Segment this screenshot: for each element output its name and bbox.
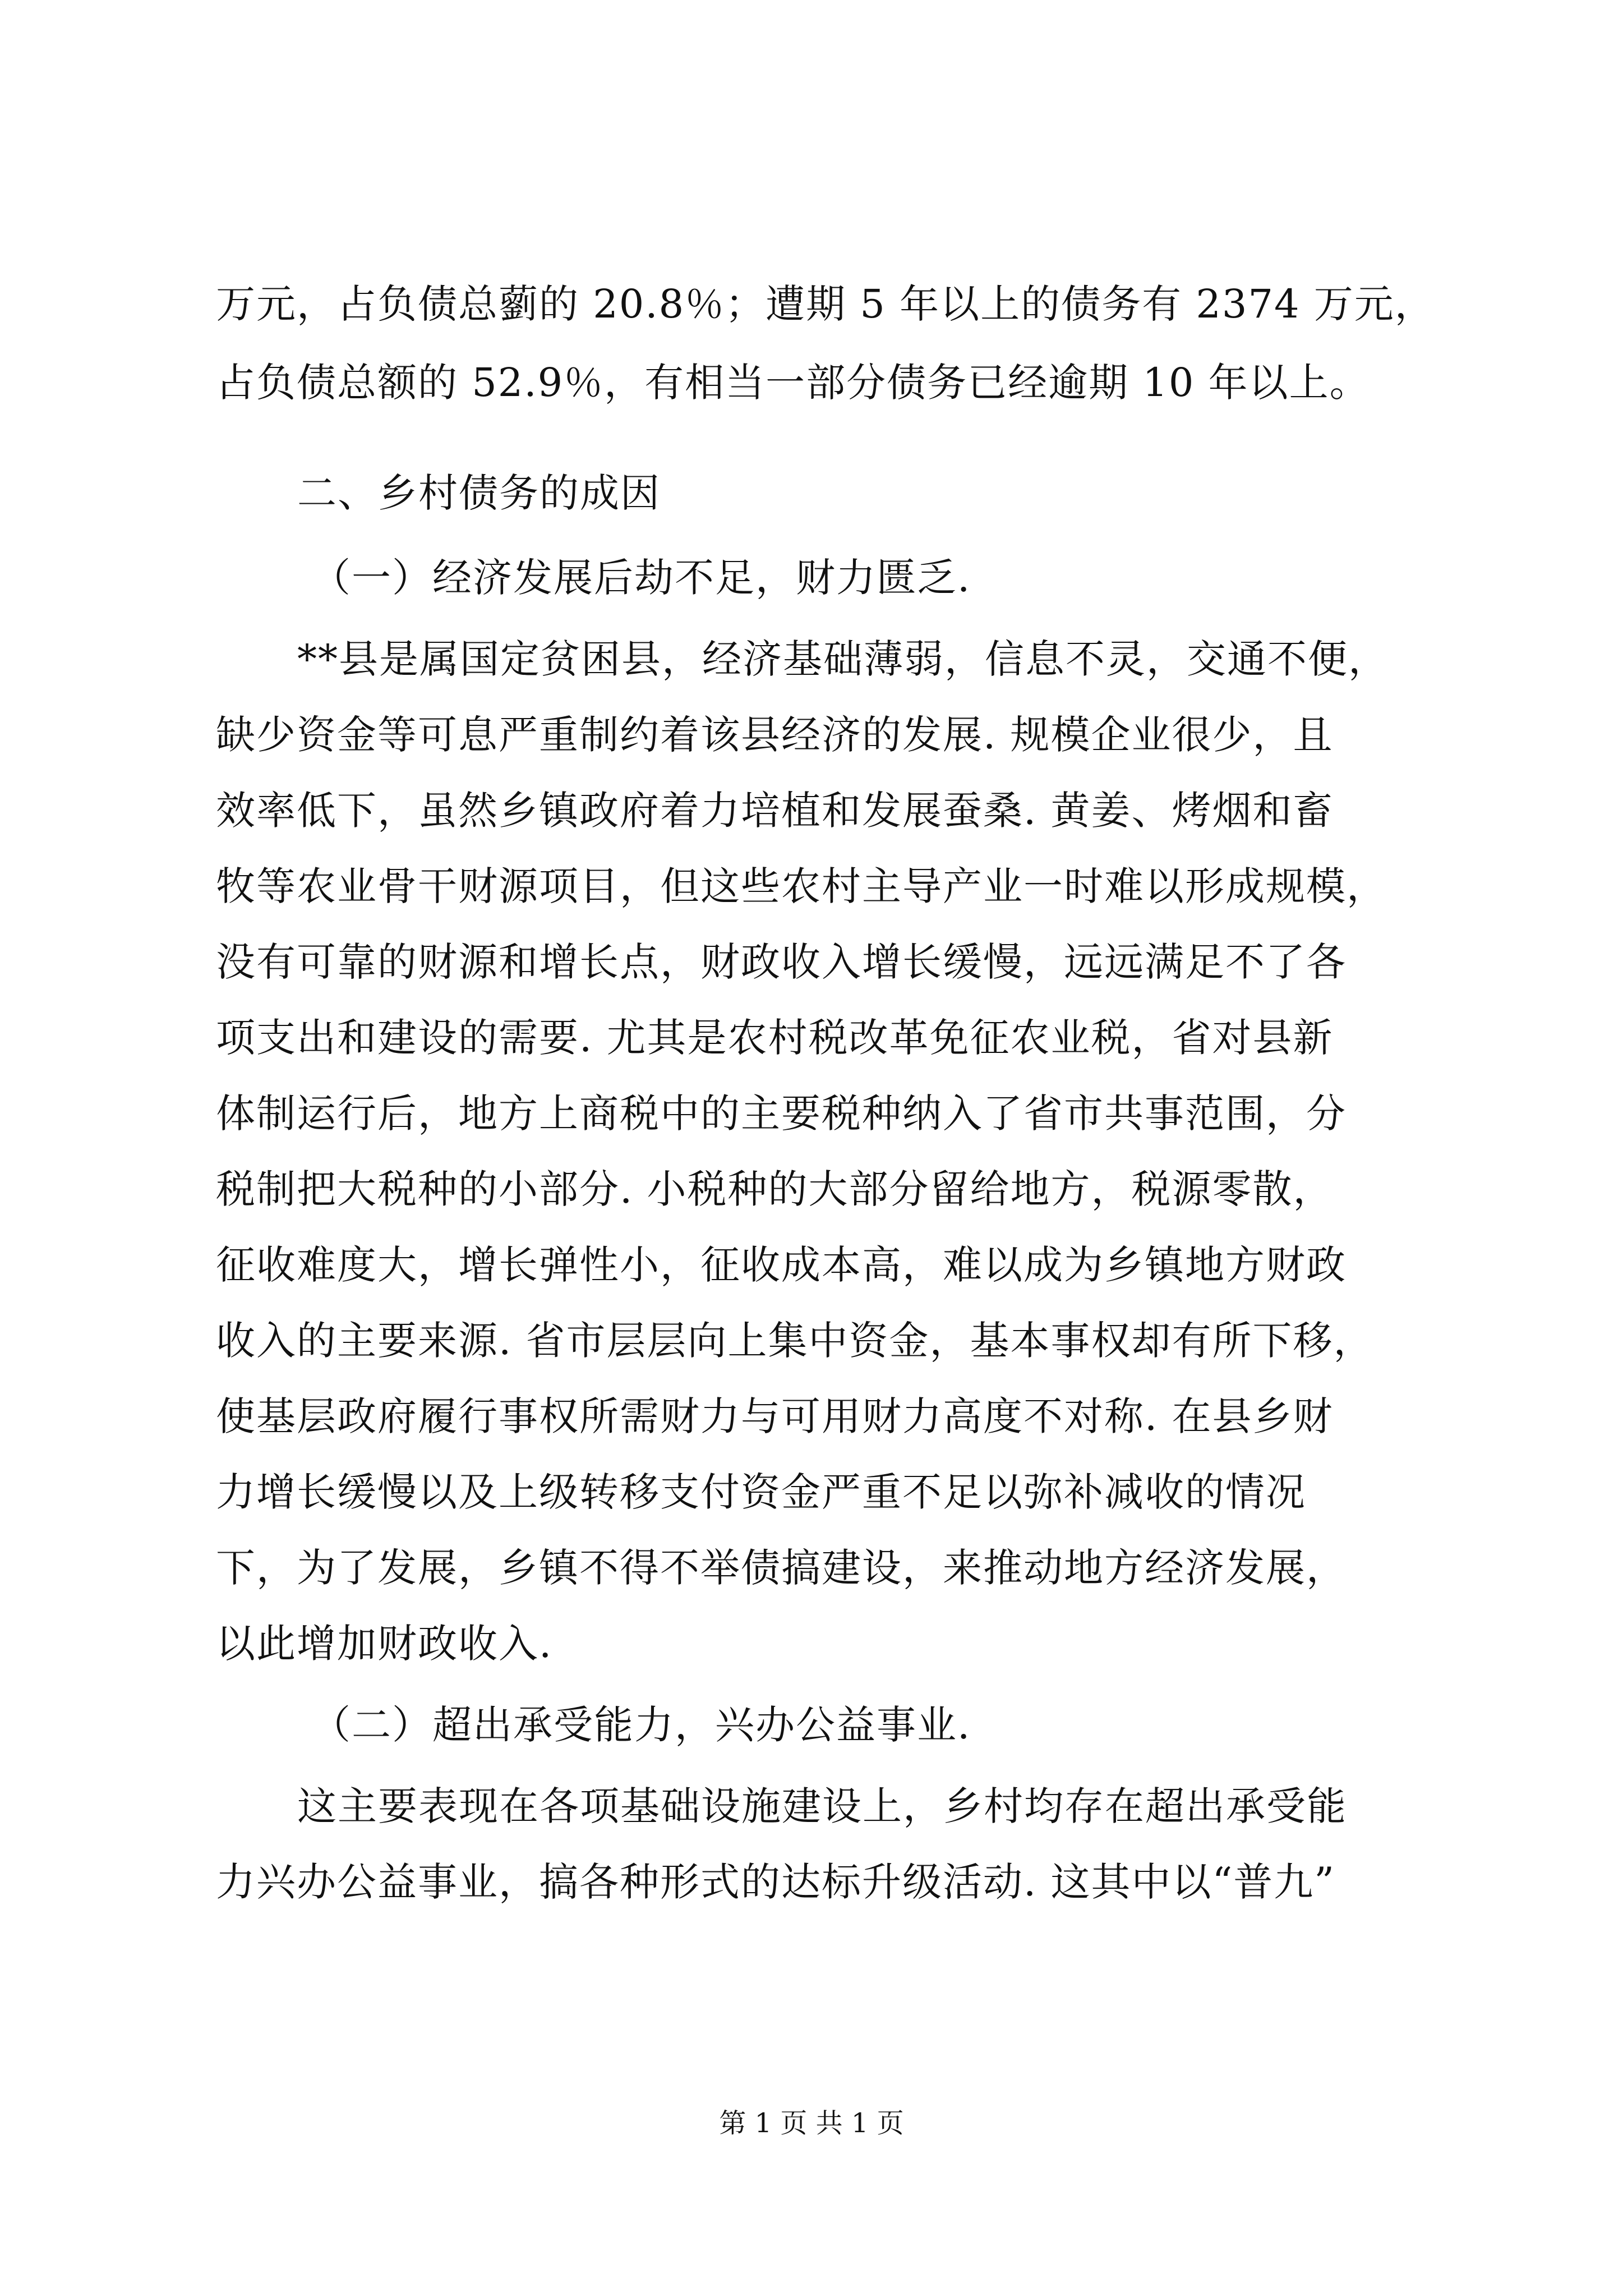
paragraph-1-line-11: 使基层政府履行事权所需财力与可用财力高度不对称. 在县乡财 bbox=[216, 1393, 1334, 1439]
paragraph-1-line-14: 以此增加财政收入. bbox=[216, 1621, 553, 1667]
paragraph-1-line-7: 体制运行后，地方上商税中的主要税种纳入了省市共事范围，分 bbox=[216, 1091, 1347, 1137]
paragraph-1-line-8: 税制把大税种的小部分. 小税种的大部分留给地方，税源零散， bbox=[216, 1166, 1334, 1212]
text-line-2: 占负债总额的 52.9％，有相当一部分债务已经逾期 10 年以上。 bbox=[216, 360, 1370, 406]
paragraph-1-line-6: 项支出和建设的需要. 尤其是农村税改革免征农业税，省对县新 bbox=[216, 1015, 1334, 1061]
page-footer: 第 1 页 共 1 页 bbox=[719, 2108, 904, 2139]
subsection-heading-1: （一）经济发展后劫不足，财力匮乏. bbox=[311, 555, 971, 601]
paragraph-1-line-3: 效率低下，虽然乡镇政府着力培植和发展蚕桑. 黄姜、烤烟和畜 bbox=[216, 788, 1334, 834]
paragraph-1-line-13: 下，为了发展，乡镇不得不举债搞建设，来推动地方经济发展， bbox=[216, 1545, 1347, 1591]
section-heading: 二、乡村债务的成因 bbox=[297, 470, 661, 516]
text-line-1: 万元，占负债总藰的 20.8％；遭期 5 年以上的债务有 2374 万元， bbox=[216, 281, 1435, 327]
paragraph-1-line-5: 没有可靠的财源和增长点，财政收入增长缓慢，远远满足不了各 bbox=[216, 939, 1347, 985]
paragraph-1-line-1: **县是属国定贫困县，经济基础薄弱，信息不灵，交通不便， bbox=[297, 636, 1389, 682]
paragraph-1-line-2: 缺少资金等可息严重制约着该县经济的发展. 规模企业很少，且 bbox=[216, 712, 1334, 758]
paragraph-1-line-4: 牧等农业骨干财源项目，但这些农村主导产业一时难以形成规模， bbox=[216, 863, 1387, 909]
paragraph-1-line-9: 征收难度大，增长弹性小，征收成本高，难以成为乡镇地方财政 bbox=[216, 1242, 1347, 1288]
paragraph-1-line-10: 收入的主要来源. 省市层层向上集中资金，基本事权却有所下移， bbox=[216, 1318, 1374, 1364]
paragraph-2-line-1: 这主要表现在各项基础设施建设上，乡村均存在超出承受能 bbox=[297, 1783, 1347, 1829]
paragraph-1-line-12: 力增长缓慢以及上级转移支付资金严重不足以弥补减收的情况 bbox=[216, 1469, 1306, 1515]
subsection-heading-2: （二）超出承受能力，兴办公益事业. bbox=[311, 1702, 971, 1748]
paragraph-2-line-2: 力兴办公益事业，搞各种形式的达标升级活动. 这其中以“普九” bbox=[216, 1859, 1336, 1905]
